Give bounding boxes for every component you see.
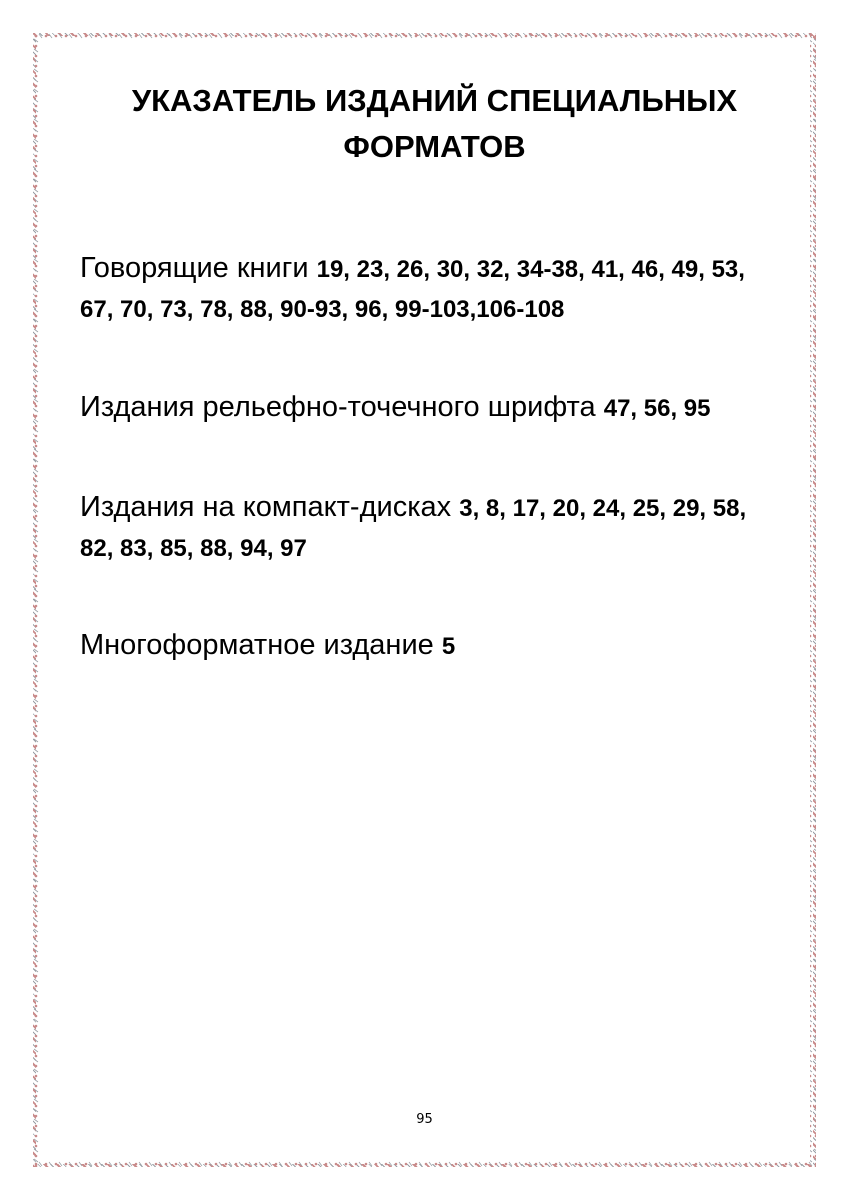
document-title: [60, 78, 809, 170]
entry-pages: 19, 23, 26, 30, 32, 34-38, 41, 46, 49, 53, 67, 70, 73, 78, 88, 90-93, 96, 99-103,106-108: [80, 256, 745, 323]
entry-label: Издания рельефно-точечного шрифта: [80, 391, 596, 423]
entry-label: Многоформатное издание: [80, 629, 434, 661]
index-entry-talking-books: [80, 249, 780, 329]
entry-pages: 3, 8, 17, 20, 24, 25, 29, 58, 82, 83, 85, 88, 94, 97: [80, 495, 747, 562]
title-line-1: УКАЗАТЕЛЬ ИЗДАНИЙ СПЕЦИАЛЬНЫХ: [131, 83, 738, 118]
entry-pages: 5: [441, 633, 456, 660]
entry-label: Издания на компакт-дисках: [80, 491, 452, 523]
index-entry-braille: [80, 388, 780, 428]
title-line-2: ФОРМАТОВ: [343, 129, 526, 164]
entry-pages: 47, 56, 95: [603, 395, 711, 422]
index-entry-multiformat: [80, 626, 780, 666]
index-entry-compact-discs: [80, 488, 780, 568]
page-border: [33, 33, 816, 1167]
page-number: 95: [416, 1112, 433, 1127]
entry-label: Говорящие книги: [80, 252, 309, 284]
